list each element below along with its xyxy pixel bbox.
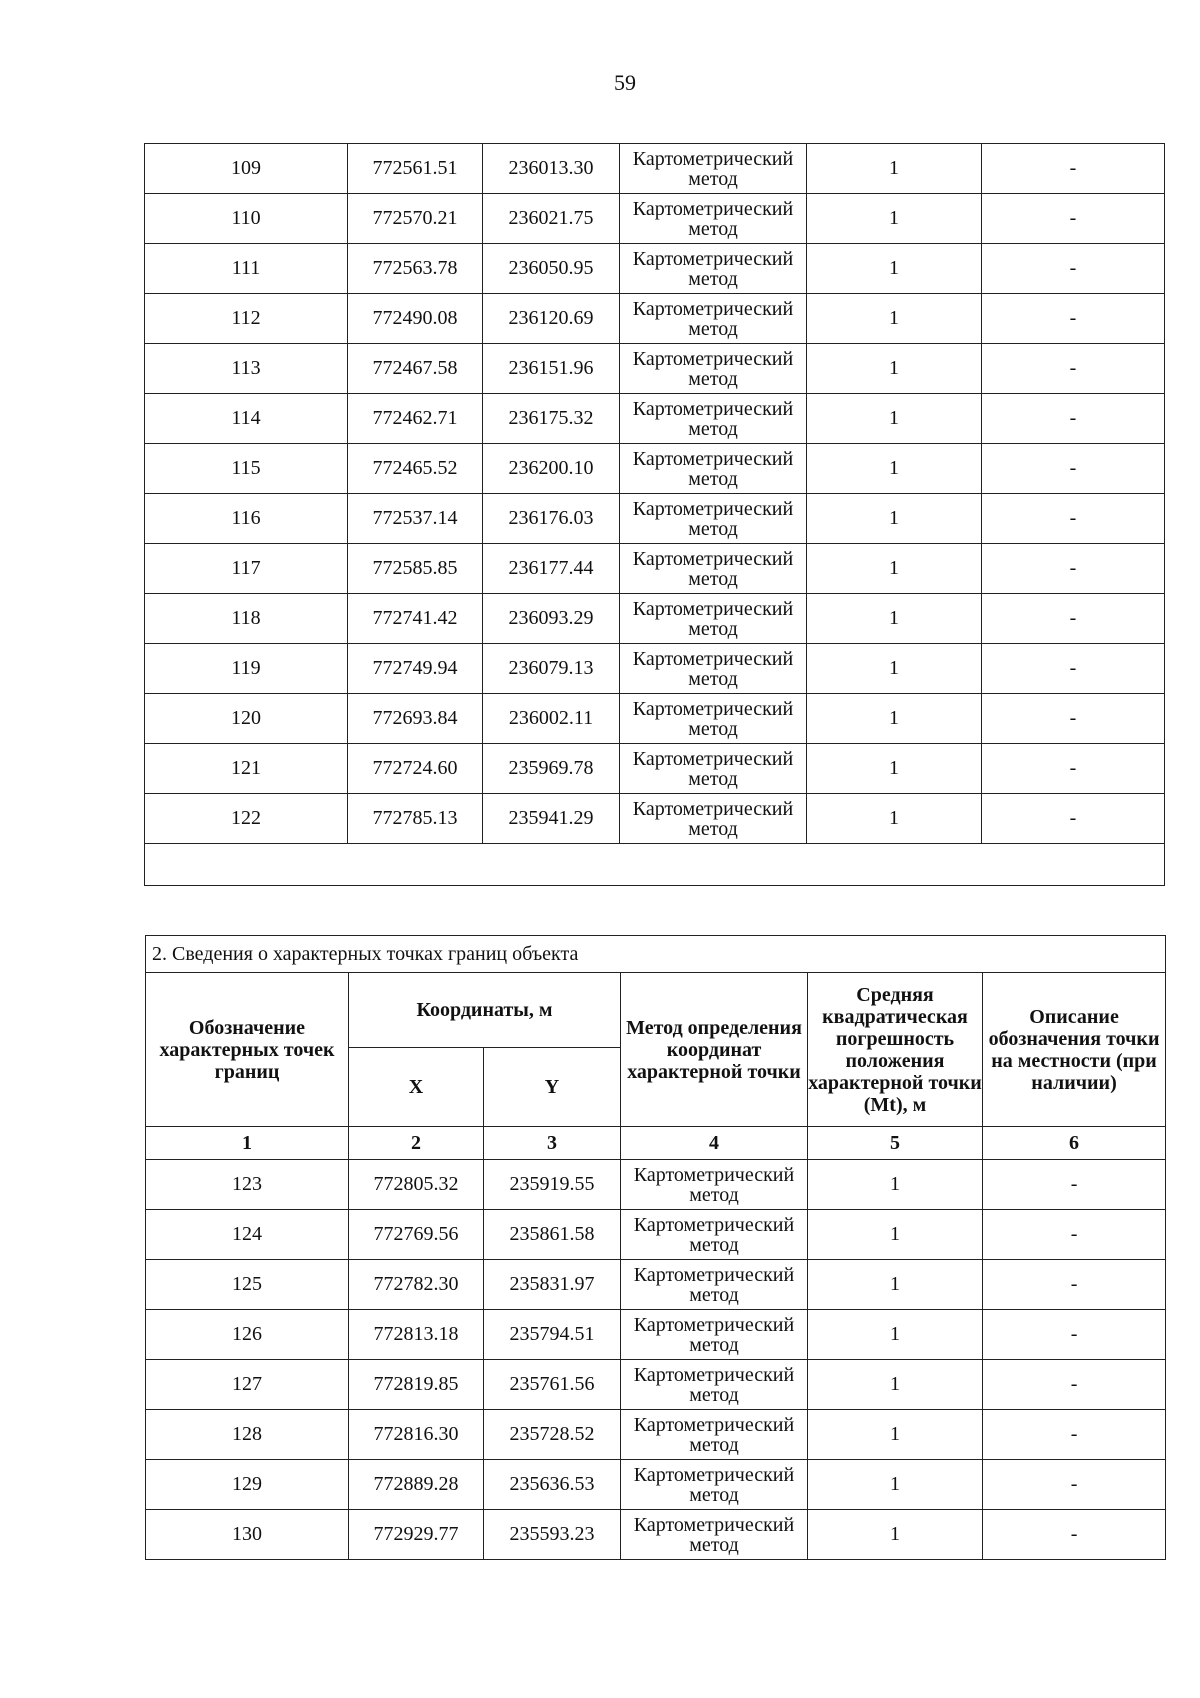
table-caption: 2. Сведения о характерных точках границ объекта [146,936,1166,973]
table-row [145,344,1165,394]
method-line-2: метод [689,1533,739,1556]
point-cell: 124 [146,1210,349,1260]
description-cell: - [983,1460,1166,1510]
point-cell: 129 [146,1460,349,1510]
table-row [145,144,1165,194]
x-cell: 772929.77 [349,1510,484,1560]
point-cell: 120 [145,694,348,744]
table-row [145,194,1165,244]
description-cell: - [982,594,1165,644]
method-cell [620,594,807,644]
mt-cell: 1 [807,444,982,494]
method-cell [621,1260,808,1310]
header-y: Y [484,1048,621,1127]
method-cell [620,444,807,494]
method-cell [620,744,807,794]
mt-cell: 1 [807,344,982,394]
y-cell: 235861.58 [484,1210,621,1260]
method-line-2: метод [689,1383,739,1406]
point-cell: 126 [146,1310,349,1360]
x-cell: 772816.30 [349,1410,484,1460]
boundary-points-table-continued [144,143,1165,886]
x-cell: 772889.28 [349,1460,484,1510]
column-number: 6 [983,1127,1166,1160]
method-line-1: Картометрический [633,1163,795,1186]
description-cell: - [982,644,1165,694]
method-line-1: Картометрический [632,647,794,670]
description-cell: - [983,1510,1166,1560]
method-line-2: метод [688,417,738,440]
table-row [145,494,1165,544]
x-cell: 772819.85 [349,1360,484,1410]
method-line-2: метод [688,367,738,390]
mt-cell: 1 [808,1410,983,1460]
point-cell: 130 [146,1510,349,1560]
mt-cell: 1 [807,744,982,794]
y-cell: 236013.30 [483,144,620,194]
table-row [146,1410,1166,1460]
x-cell: 772693.84 [348,694,483,744]
x-cell: 772724.60 [348,744,483,794]
table-2-body [146,1160,1166,1560]
mt-cell: 1 [807,694,982,744]
x-cell: 772467.58 [348,344,483,394]
description-cell: - [982,294,1165,344]
method-line-1: Картометрический [632,497,794,520]
method-line-2: метод [689,1183,739,1206]
method-line-1: Картометрический [632,397,794,420]
point-cell: 123 [146,1160,349,1210]
y-cell: 235831.97 [484,1260,621,1310]
table-row [146,1160,1166,1210]
x-cell: 772563.78 [348,244,483,294]
method-cell [620,544,807,594]
point-cell: 109 [145,144,348,194]
method-cell [620,344,807,394]
description-cell: - [983,1260,1166,1310]
point-cell: 127 [146,1360,349,1410]
method-line-2: метод [689,1283,739,1306]
method-cell [620,294,807,344]
point-cell: 114 [145,394,348,444]
description-cell: - [982,244,1165,294]
header-mean-error: Средняя квадратическая погрешность положения характерной точки (Mt), м [808,973,983,1127]
method-line-2: метод [688,767,738,790]
table-row [145,394,1165,444]
table-row [145,544,1165,594]
method-line-1: Картометрический [632,247,794,270]
y-cell: 236021.75 [483,194,620,244]
description-cell: - [982,444,1165,494]
method-cell [621,1310,808,1360]
page-number: 59 [614,70,636,95]
method-line-1: Картометрический [632,597,794,620]
method-line-1: Картометрический [633,1463,795,1486]
mt-cell: 1 [807,594,982,644]
table-row [146,1310,1166,1360]
method-line-2: метод [688,167,738,190]
method-cell [621,1510,808,1560]
column-number: 3 [484,1127,621,1160]
x-cell: 772570.21 [348,194,483,244]
y-cell: 235593.23 [484,1510,621,1560]
empty-row [145,844,1165,886]
table-row [145,644,1165,694]
description-cell: - [983,1360,1166,1410]
method-cell [620,144,807,194]
point-cell: 122 [145,794,348,844]
mt-cell: 1 [808,1310,983,1360]
description-cell: - [983,1160,1166,1210]
x-cell: 772537.14 [348,494,483,544]
method-cell [621,1160,808,1210]
method-line-1: Картометрический [632,347,794,370]
method-line-2: метод [689,1483,739,1506]
method-line-1: Картометрический [632,447,794,470]
point-cell: 118 [145,594,348,644]
description-cell: - [983,1310,1166,1360]
method-line-1: Картометрический [633,1513,795,1536]
method-line-1: Картометрический [632,747,794,770]
method-line-2: метод [689,1333,739,1356]
column-number: 4 [621,1127,808,1160]
x-cell: 772561.51 [348,144,483,194]
method-line-2: метод [688,517,738,540]
y-cell: 236050.95 [483,244,620,294]
y-cell: 235728.52 [484,1410,621,1460]
mt-cell: 1 [807,194,982,244]
method-line-1: Картометрический [632,697,794,720]
method-line-2: метод [688,567,738,590]
x-cell: 772749.94 [348,644,483,694]
y-cell: 235969.78 [483,744,620,794]
point-cell: 110 [145,194,348,244]
method-line-2: метод [689,1433,739,1456]
method-line-2: метод [688,667,738,690]
x-cell: 772490.08 [348,294,483,344]
table-row [146,1510,1166,1560]
method-line-1: Картометрический [632,547,794,570]
method-cell [620,244,807,294]
method-line-2: метод [688,317,738,340]
method-line-2: метод [689,1233,739,1256]
method-cell [620,394,807,444]
method-cell [621,1210,808,1260]
method-line-2: метод [688,467,738,490]
method-line-1: Картометрический [632,797,794,820]
header-description: Описание обозначения точки на местности (при наличии) [983,973,1166,1127]
mt-cell: 1 [808,1360,983,1410]
header-point-designation: Обозначение характерных точек границ [146,973,349,1127]
method-cell [621,1460,808,1510]
x-cell: 772462.71 [348,394,483,444]
column-number: 2 [349,1127,484,1160]
method-cell [620,194,807,244]
y-cell: 236002.11 [483,694,620,744]
method-line-1: Картометрический [632,197,794,220]
mt-cell: 1 [807,294,982,344]
table-1-body [145,144,1165,886]
table-row [146,1260,1166,1310]
column-number: 1 [146,1127,349,1160]
mt-cell: 1 [807,394,982,444]
y-cell: 236177.44 [483,544,620,594]
method-cell [621,1360,808,1410]
point-cell: 112 [145,294,348,344]
description-cell: - [982,144,1165,194]
mt-cell: 1 [807,244,982,294]
method-line-1: Картометрический [633,1263,795,1286]
table-row [145,794,1165,844]
y-cell: 236151.96 [483,344,620,394]
description-cell: - [983,1410,1166,1460]
method-line-1: Картометрический [633,1313,795,1336]
method-cell [621,1410,808,1460]
method-cell [620,494,807,544]
method-cell [620,694,807,744]
method-line-2: метод [688,717,738,740]
mt-cell: 1 [807,544,982,594]
mt-cell: 1 [808,1460,983,1510]
method-line-1: Картометрический [633,1413,795,1436]
y-cell: 235761.56 [484,1360,621,1410]
y-cell: 235636.53 [484,1460,621,1510]
method-line-1: Картометрический [633,1213,795,1236]
point-cell: 121 [145,744,348,794]
x-cell: 772769.56 [349,1210,484,1260]
table-row [146,1360,1166,1410]
table-row [145,594,1165,644]
mt-cell: 1 [808,1260,983,1310]
point-cell: 117 [145,544,348,594]
description-cell: - [982,544,1165,594]
table-row [145,694,1165,744]
header-method: Метод определения координат характерной точки [621,973,808,1127]
mt-cell: 1 [808,1210,983,1260]
mt-cell: 1 [807,794,982,844]
point-cell: 128 [146,1410,349,1460]
y-cell: 235794.51 [484,1310,621,1360]
mt-cell: 1 [808,1160,983,1210]
method-line-2: метод [688,217,738,240]
y-cell: 236176.03 [483,494,620,544]
x-cell: 772585.85 [348,544,483,594]
header-x: X [349,1048,484,1127]
point-cell: 116 [145,494,348,544]
description-cell: - [982,344,1165,394]
mt-cell: 1 [807,494,982,544]
table-row [146,1210,1166,1260]
point-cell: 113 [145,344,348,394]
empty-cell [145,844,1165,886]
x-cell: 772741.42 [348,594,483,644]
method-line-1: Картометрический [632,147,794,170]
table-row [145,744,1165,794]
method-line-2: метод [688,817,738,840]
x-cell: 772785.13 [348,794,483,844]
column-number: 5 [808,1127,983,1160]
description-cell: - [982,194,1165,244]
point-cell: 119 [145,644,348,694]
description-cell: - [982,744,1165,794]
x-cell: 772465.52 [348,444,483,494]
method-line-2: метод [688,267,738,290]
method-cell [620,644,807,694]
header-coordinates: Координаты, м [349,973,621,1048]
table-row [146,1460,1166,1510]
description-cell: - [982,494,1165,544]
description-cell: - [982,694,1165,744]
description-cell: - [982,394,1165,444]
y-cell: 235941.29 [483,794,620,844]
point-cell: 111 [145,244,348,294]
y-cell: 236175.32 [483,394,620,444]
table-row [145,444,1165,494]
method-line-2: метод [688,617,738,640]
x-cell: 772805.32 [349,1160,484,1210]
boundary-points-table [145,935,1166,1560]
description-cell: - [983,1210,1166,1260]
y-cell: 236093.29 [483,594,620,644]
method-line-1: Картометрический [632,297,794,320]
mt-cell: 1 [807,644,982,694]
method-cell [620,794,807,844]
x-cell: 772782.30 [349,1260,484,1310]
description-cell: - [982,794,1165,844]
mt-cell: 1 [808,1510,983,1560]
y-cell: 236079.13 [483,644,620,694]
method-line-1: Картометрический [633,1363,795,1386]
y-cell: 236200.10 [483,444,620,494]
mt-cell: 1 [807,144,982,194]
point-cell: 115 [145,444,348,494]
y-cell: 235919.55 [484,1160,621,1210]
y-cell: 236120.69 [483,294,620,344]
table-row [145,294,1165,344]
point-cell: 125 [146,1260,349,1310]
table-row [145,244,1165,294]
x-cell: 772813.18 [349,1310,484,1360]
